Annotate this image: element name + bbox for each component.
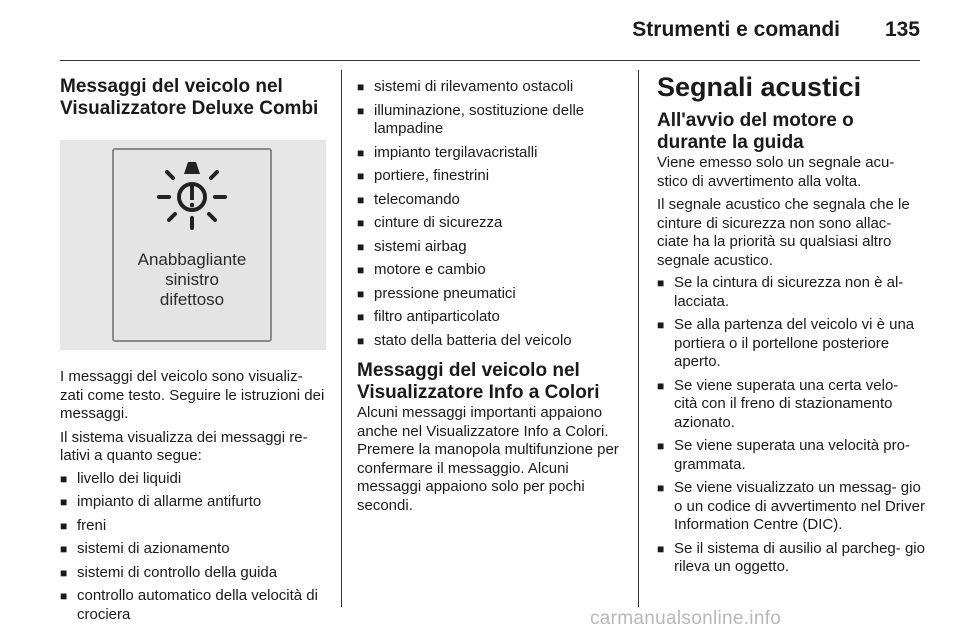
list-item: ■ Se alla partenza del veicolo vi è una portiera o il portellone posteriore aperto. xyxy=(657,316,925,372)
list-item: ■ telecomando xyxy=(357,191,625,210)
running-header: Strumenti e comandi xyxy=(632,18,840,41)
body-paragraph: Alcuni messaggi importanti appaiono anche nel Visualizzatore Info a Colori. Premere la manopola multifunzione per confermare il messaggio. Alcuni messaggi appaiono solo per pochi secondi. xyxy=(357,404,619,514)
body-paragraph: Viene emesso solo un segnale acu- stico di avvertimento alla volta. xyxy=(657,154,895,190)
display-message-line: Anabbagliante xyxy=(137,250,247,269)
display-message xyxy=(114,250,270,310)
body-paragraph: Il segnale acustico che segnala che le cinture di sicurezza non sono allac- ciate ha la priorità su qualsiasi altro segnale acustico. xyxy=(657,196,910,269)
list-item: ■ sistemi airbag xyxy=(357,238,625,257)
list-item: ■ illuminazione, sostituzione delle lampadine xyxy=(357,102,625,139)
display-screen xyxy=(112,148,272,342)
list-item: ■ controllo automatico della velocità di crociera xyxy=(60,587,326,624)
list-item: ■ freni xyxy=(60,517,326,536)
column-3 xyxy=(657,72,925,582)
list-item: ■ portiere, finestrini xyxy=(357,167,625,186)
message-topic-list xyxy=(60,470,326,625)
header-divider xyxy=(60,60,920,61)
list-item: ■ Se viene superata una certa velo- cità con il freno di stazionamento azionato. xyxy=(657,377,925,433)
list-item: ■ Se il sistema di ausilio al parcheg- gio rileva un oggetto. xyxy=(657,540,925,577)
column-1 xyxy=(60,76,326,629)
section-heading: Messaggi del veicolo nel Visualizzatore Info a Colori xyxy=(357,360,600,403)
message-topic-list xyxy=(357,78,625,350)
list-item: ■ Se viene visualizzato un messag- gio o un codice di avvertimento nel Driver Information Centre (DIC). xyxy=(657,479,925,535)
display-figure xyxy=(60,140,326,350)
section-heading: Segnali acustici xyxy=(657,72,862,102)
list-item: ■ filtro antiparticolato xyxy=(357,308,625,327)
list-item: ■ Se la cintura di sicurezza non è al- lacciata. xyxy=(657,274,925,311)
signal-condition-list xyxy=(657,274,925,577)
list-item: ■ sistemi di rilevamento ostacoli xyxy=(357,78,625,97)
display-message-line: difettoso xyxy=(159,290,225,309)
headlight-fault-icon xyxy=(148,160,236,240)
watermark: carmanualsonline.info xyxy=(590,608,782,629)
display-message-line: sinistro xyxy=(165,270,219,289)
list-item: ■ sistemi di controllo della guida xyxy=(60,564,326,583)
list-item: ■ motore e cambio xyxy=(357,261,625,280)
subsection-heading: All'avvio del motore o durante la guida xyxy=(657,110,854,153)
list-item: ■ livello dei liquidi xyxy=(60,470,326,489)
list-item: ■ cinture di sicurezza xyxy=(357,214,625,233)
list-item: ■ stato della batteria del veicolo xyxy=(357,332,625,351)
column-2 xyxy=(357,78,625,515)
column-divider xyxy=(638,70,639,607)
list-item: ■ impianto tergilavacristalli xyxy=(357,144,625,163)
body-paragraph: I messaggi del veicolo sono visualiz- zati come testo. Seguire le istruzioni dei messaggi. xyxy=(60,368,325,422)
column-divider xyxy=(341,70,342,607)
list-item: ■ Se viene superata una velocità pro- grammata. xyxy=(657,437,925,474)
page-number: 135 xyxy=(884,18,920,41)
section-heading: Messaggi del veicolo nel Visualizzatore Deluxe Combi xyxy=(60,76,319,119)
list-item: ■ impianto di allarme antifurto xyxy=(60,493,326,512)
body-paragraph: Il sistema visualizza dei messaggi re- lativi a quanto segue: xyxy=(60,428,308,464)
list-item: ■ sistemi di azionamento xyxy=(60,540,326,559)
list-item: ■ pressione pneumatici xyxy=(357,285,625,304)
